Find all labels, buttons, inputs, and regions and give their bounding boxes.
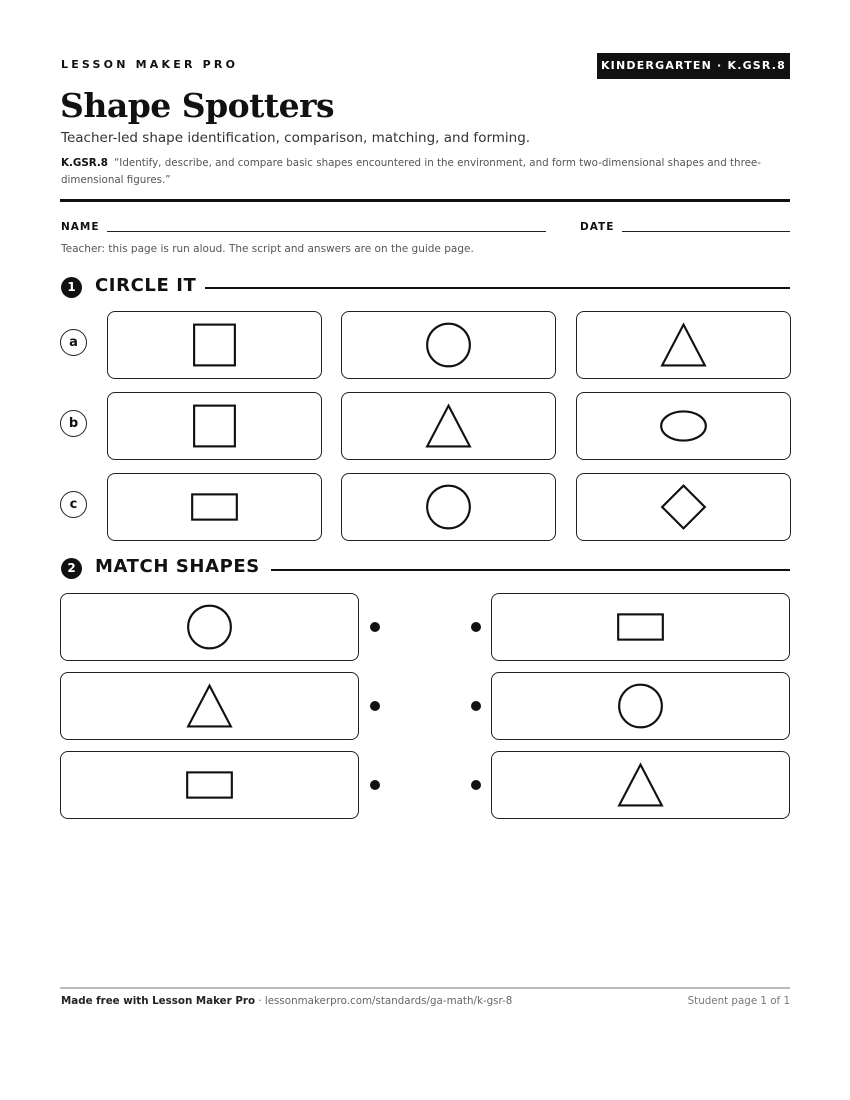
circle-icon [61,594,358,660]
match-left-dot[interactable] [370,622,380,632]
circle-icon [342,312,555,378]
square-shape [194,406,235,447]
match-right-dot[interactable] [471,780,481,790]
match-right-card-1[interactable] [491,593,790,661]
row-label-c: c [60,491,87,518]
match-left-card-1[interactable] [60,593,359,661]
match-left-card-3[interactable] [60,751,359,819]
circle-shape [427,486,470,529]
triangle-icon [492,752,789,818]
triangle-shape [662,325,705,366]
match-left-card-2[interactable] [60,672,359,740]
rectangle-icon [492,594,789,660]
square-icon [108,393,321,459]
match-right-card-2[interactable] [491,672,790,740]
triangle-icon [61,673,358,739]
circle-it-card-c-2[interactable] [341,473,556,541]
match-left-dot[interactable] [370,780,380,790]
section-1-number: 1 [61,277,82,298]
standard-code: K.GSR.8 [61,157,108,169]
match-right-dot[interactable] [471,622,481,632]
circle-icon [492,673,789,739]
triangle-icon [342,393,555,459]
rectangle-shape [618,614,663,639]
section-1-rule [205,287,790,289]
standard-description [61,155,781,189]
rectangle-icon [61,752,358,818]
oval-shape [661,411,706,440]
row-label-b: b [60,410,87,437]
match-right-card-3[interactable] [491,751,790,819]
triangle-shape [619,765,662,806]
teacher-note: Teacher: this page is run aloud. The script and answers are on the guide page. [61,243,474,255]
brand-name: LESSON MAKER PRO [61,58,239,71]
circle-icon [342,474,555,540]
square-icon [108,312,321,378]
match-right-dot[interactable] [471,701,481,711]
circle-shape [427,324,470,367]
triangle-shape [427,406,470,447]
section-1-title: CIRCLE IT [95,275,197,296]
footer-url[interactable]: · lessonmakerpro.com/standards/ga-math/k-gsr-8 [255,995,513,1007]
circle-shape [619,685,662,728]
footer-page-number: Student page 1 of 1 [687,995,790,1007]
diamond-icon [577,474,790,540]
standard-text: “Identify, describe, and compare basic shapes encountered in the environment, and form two-dimensional shapes and three-dimensional figures.” [61,157,761,186]
name-line[interactable] [107,231,546,232]
circle-it-card-a-2[interactable] [341,311,556,379]
date-line[interactable] [622,231,790,232]
worksheet-title: Shape Spotters [60,86,335,125]
name-label: NAME [61,221,100,233]
footer-made-with: Made free with Lesson Maker Pro [61,995,256,1007]
diamond-shape [662,486,705,529]
oval-icon [577,393,790,459]
date-label: DATE [580,221,615,233]
row-label-a: a [60,329,87,356]
circle-it-card-a-3[interactable] [576,311,791,379]
triangle-icon [577,312,790,378]
circle-it-card-a-1[interactable] [107,311,322,379]
circle-it-card-b-3[interactable] [576,392,791,460]
section-2-title: MATCH SHAPES [95,556,260,577]
worksheet-subtitle: Teacher-led shape identification, comparison, matching, and forming. [61,130,531,146]
section-2-number: 2 [61,558,82,579]
section-2-rule [271,569,790,571]
circle-it-card-b-2[interactable] [341,392,556,460]
circle-it-card-c-1[interactable] [107,473,322,541]
circle-it-card-b-1[interactable] [107,392,322,460]
rectangle-shape [187,772,232,797]
triangle-shape [188,686,231,727]
match-left-dot[interactable] [370,701,380,711]
rectangle-icon [108,474,321,540]
rectangle-shape [192,494,237,519]
square-shape [194,325,235,366]
grade-badge: KINDERGARTEN · K.GSR.8 [597,53,790,79]
header-divider [60,199,790,202]
footer-divider [60,987,790,989]
circle-shape [188,606,231,649]
footer-credit [61,995,512,1007]
circle-it-card-c-3[interactable] [576,473,791,541]
